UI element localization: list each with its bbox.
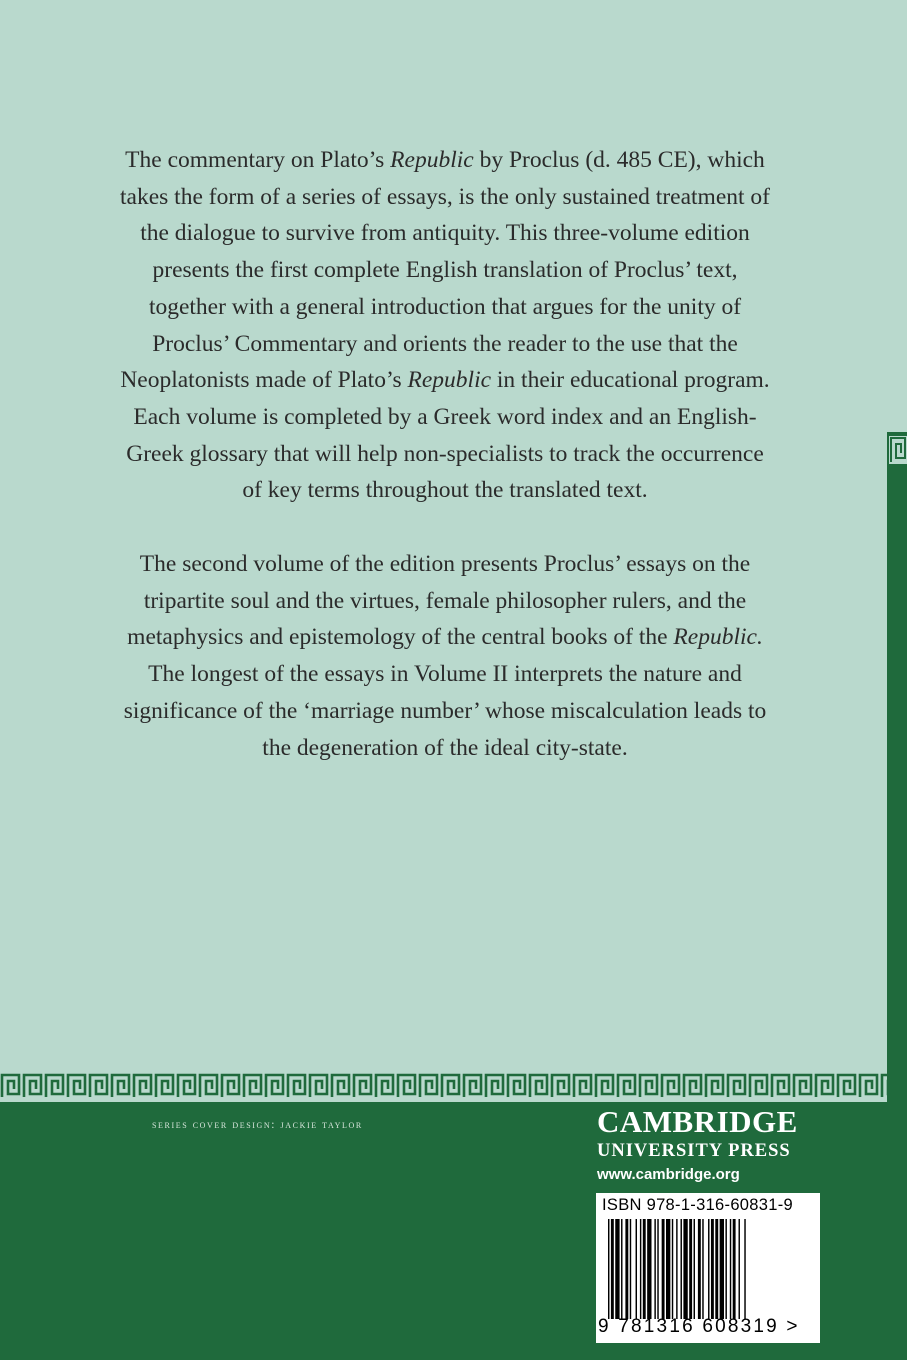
barcode-icon	[608, 1219, 808, 1319]
publisher-name: CAMBRIDGE	[597, 1104, 798, 1139]
blurb-text	[120, 142, 770, 766]
isbn-label: ISBN 978-1-316-60831-9	[602, 1196, 793, 1214]
blurb-paragraph-2: The second volume of the edition presents Proclus’ essays on the tripartite soul and the virtues, female philosopher rulers, and the metaphysics and epistemology of the central books of the Republic. The longest of the essays in Volume II interprets the nature and significance of the ‘marriage number’ whose miscalculation leads to the degeneration of the ideal city-state.	[123, 551, 767, 761]
publisher-subname: UNIVERSITY PRESS	[597, 1141, 791, 1161]
italic-title: Republic	[390, 147, 474, 173]
italic-title: Republic.	[673, 624, 763, 651]
publisher-url: www.cambridge.org	[597, 1166, 740, 1183]
spine-strip	[887, 432, 907, 1360]
barcode-digits: 9 781316 608319 >	[598, 1316, 800, 1337]
cover-design-credit: series cover design: jackie taylor	[152, 1119, 363, 1131]
isbn-barcode-box	[596, 1193, 820, 1343]
blurb-paragraph-1: The commentary on Plato’s Republic by Proclus (d. 485 CE), which takes the form of a series of essays, is the only sustained treatment of the dialogue to survive from antiquity. This three-volume edition presents the first complete English translation of Proclus’ text, together with a general introduction that argues for the unity of Proclus’ Commentary and orients the reader to the use that the Neoplatonists made of Plato’s Republic in their educational program. Each volume is completed by a Greek word index and an English-Greek glossary that will help non-specialists to track the occurrence of key terms throughout the translated text.	[120, 147, 770, 504]
greek-key-border-icon	[0, 1066, 887, 1102]
italic-title: Republic	[407, 367, 492, 394]
spine-greek-key-icon	[889, 436, 907, 464]
